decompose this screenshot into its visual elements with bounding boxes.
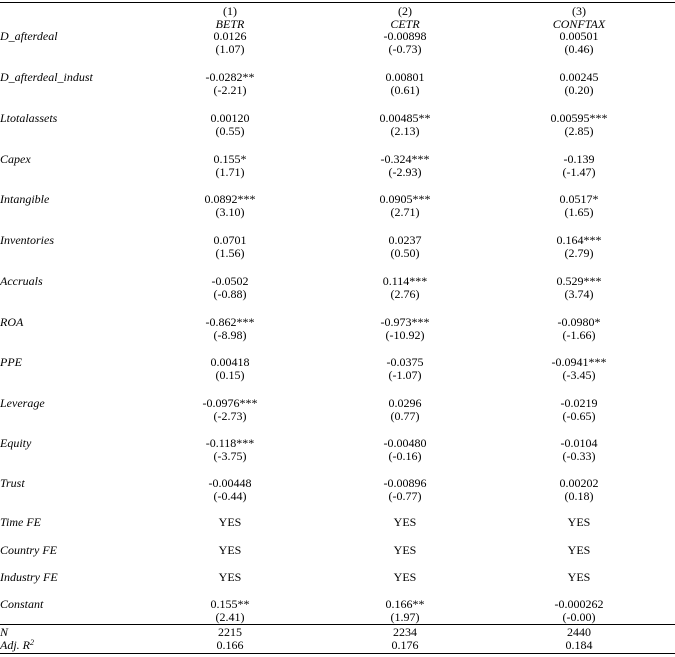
coef-value: 0.0905*** [379,192,431,206]
t-stat: (0.55) [215,124,245,138]
row-label: Trust [0,476,25,490]
t-stat: (-2.73) [213,409,247,423]
coef-cell [130,437,330,463]
top-rule [0,2,675,3]
column-name: BETR [215,17,245,31]
coef-cell [130,112,330,138]
coef-cell [305,477,505,503]
t-stat: (0.20) [564,83,594,97]
coef-value: 0.0296 [388,396,422,410]
coef-cell [130,316,330,342]
coef-cell [130,234,330,260]
coef-value: -0.00896 [383,476,427,490]
coef-value: 0.0892*** [204,192,256,206]
bottom-rule [0,653,675,654]
t-stat: (1.71) [215,165,245,179]
t-stat: (0.15) [215,368,245,382]
fe-cell: YES [218,543,242,557]
coef-cell [479,153,675,179]
t-stat: (2.71) [390,205,420,219]
t-stat: (2.76) [390,287,420,301]
t-stat: (-0.77) [388,489,422,503]
coef-cell [479,234,675,260]
coef-cell [479,275,675,301]
coef-value: 0.114*** [382,274,428,288]
coef-cell [305,153,505,179]
fe-cell: YES [393,543,417,557]
t-stat: (-0.65) [562,409,596,423]
row-label: Intangible [0,192,50,206]
coef-value: 0.00418 [210,355,250,369]
column-number: (3) [572,4,586,18]
coef-cell [479,30,675,56]
coef-value: 0.0126 [213,29,247,43]
coef-value: 0.0701 [213,233,247,247]
stat-cell: 0.166 [216,638,244,652]
coef-value: -0.139 [563,152,595,166]
fe-cell: YES [218,515,242,529]
coef-value: -0.0941*** [551,355,607,369]
coef-value: 0.00485** [379,111,431,125]
t-stat: (-0.44) [213,489,247,503]
t-stat: (-0.33) [562,449,596,463]
row-label: PPE [0,355,22,369]
fe-cell: YES [218,570,242,584]
coef-cell [479,112,675,138]
coef-value: -0.0282** [205,70,255,84]
coef-value: -0.0502 [211,274,249,288]
coef-cell [305,316,505,342]
coef-value: -0.0219 [560,396,598,410]
coef-cell [479,71,675,97]
coef-cell [130,71,330,97]
row-label-superscript: 2 [30,638,34,647]
coef-value: -0.00448 [208,476,252,490]
stat-cell: 2440 [567,625,591,639]
coef-cell [305,397,505,423]
fe-cell: YES [393,515,417,529]
coef-value: -0.00480 [383,436,427,450]
stat-cell: 2234 [393,625,417,639]
coef-value: 0.00120 [210,111,250,125]
t-stat: (1.07) [215,42,245,56]
t-stat: (3.10) [215,205,245,219]
coef-value: 0.166** [385,597,425,611]
coef-value: -0.000262 [554,597,604,611]
coef-cell [130,153,330,179]
coef-cell [305,193,505,219]
coef-cell [305,598,505,624]
coef-value: -0.118*** [205,436,255,450]
t-stat: (1.65) [564,205,594,219]
coef-value: 0.00245 [559,70,599,84]
row-label-text: Adj. R [0,638,30,652]
t-stat: (0.46) [564,42,594,56]
coef-cell [305,234,505,260]
coef-value: 0.00202 [559,476,599,490]
coef-cell [479,316,675,342]
row-label: ROA [0,315,24,329]
row-label: Time FE [0,515,41,529]
coef-cell [130,477,330,503]
column-header-1 [130,5,330,31]
t-stat: (1.97) [390,610,420,624]
coef-cell [305,30,505,56]
column-name: CONFTAX [552,17,606,31]
coef-cell [479,437,675,463]
fe-cell: YES [567,515,591,529]
row-label: Accruals [0,274,43,288]
coef-cell [130,356,330,382]
t-stat: (0.61) [390,83,420,97]
coef-value: 0.155** [210,597,250,611]
column-header-3 [479,5,675,31]
row-label: D_afterdeal_indust [0,70,93,84]
column-header-2 [305,5,505,31]
t-stat: (-10.92) [385,328,425,342]
t-stat: (-0.16) [388,449,422,463]
coef-value: -0.862*** [205,315,255,329]
coef-cell [479,477,675,503]
coef-cell [305,275,505,301]
t-stat: (-0.00) [562,610,596,624]
t-stat: (0.18) [564,489,594,503]
coef-value: 0.00501 [559,29,599,43]
t-stat: (2.85) [564,124,594,138]
coef-value: -0.0976*** [202,396,258,410]
t-stat: (-1.07) [388,368,422,382]
row-label: D_afterdeal [0,29,58,43]
coef-cell [130,193,330,219]
coef-cell [305,437,505,463]
t-stat: (-3.75) [213,449,247,463]
row-label: Constant [0,597,44,611]
column-number: (2) [398,4,412,18]
coef-value: 0.529*** [556,274,602,288]
stat-cell: 0.176 [391,638,419,652]
t-stat: (-0.88) [213,287,247,301]
row-label: Industry FE [0,570,58,584]
stat-cell: 2215 [218,625,242,639]
fe-cell: YES [567,570,591,584]
coef-cell [479,397,675,423]
t-stat: (-1.66) [562,328,596,342]
column-number: (1) [223,4,237,18]
t-stat: (1.56) [215,246,245,260]
coef-value: -0.0980* [557,315,601,329]
t-stat: (-8.98) [213,328,247,342]
coef-cell [305,356,505,382]
coef-value: -0.973*** [380,315,430,329]
row-label: Capex [0,152,31,166]
coef-cell [130,275,330,301]
t-stat: (-2.93) [388,165,422,179]
row-label [0,639,34,652]
fe-cell: YES [567,543,591,557]
coef-value: -0.00898 [383,29,427,43]
t-stat: (0.50) [390,246,420,260]
t-stat: (-1.47) [562,165,596,179]
t-stat: (2.13) [390,124,420,138]
t-stat: (-0.73) [388,42,422,56]
row-label: Inventories [0,233,54,247]
t-stat: (-2.21) [213,83,247,97]
coef-value: 0.155* [213,152,247,166]
coef-cell [130,397,330,423]
t-stat: (2.79) [564,246,594,260]
row-label: Equity [0,436,32,450]
t-stat: (-3.45) [562,368,596,382]
row-label: Ltotalassets [0,111,58,125]
coef-value: 0.00801 [385,70,425,84]
coef-cell [130,598,330,624]
t-stat: (3.74) [564,287,594,301]
coef-value: 0.164*** [556,233,602,247]
coef-value: -0.324*** [380,152,430,166]
coef-value: 0.00595*** [550,111,608,125]
coef-value: -0.0104 [560,436,598,450]
t-stat: (0.77) [390,409,420,423]
row-label: Country FE [0,543,57,557]
coef-cell [130,30,330,56]
stat-cell: 0.184 [565,638,593,652]
coef-cell [305,71,505,97]
fe-cell: YES [393,570,417,584]
coef-value: 0.0517* [559,192,599,206]
column-name: CETR [390,17,420,31]
coef-cell [305,112,505,138]
row-label: N [0,625,9,639]
coef-value: 0.0237 [388,233,422,247]
coef-cell [479,598,675,624]
t-stat: (2.41) [215,610,245,624]
coef-cell [479,193,675,219]
row-label: Leverage [0,396,45,410]
coef-cell [479,356,675,382]
coef-value: -0.0375 [386,355,424,369]
